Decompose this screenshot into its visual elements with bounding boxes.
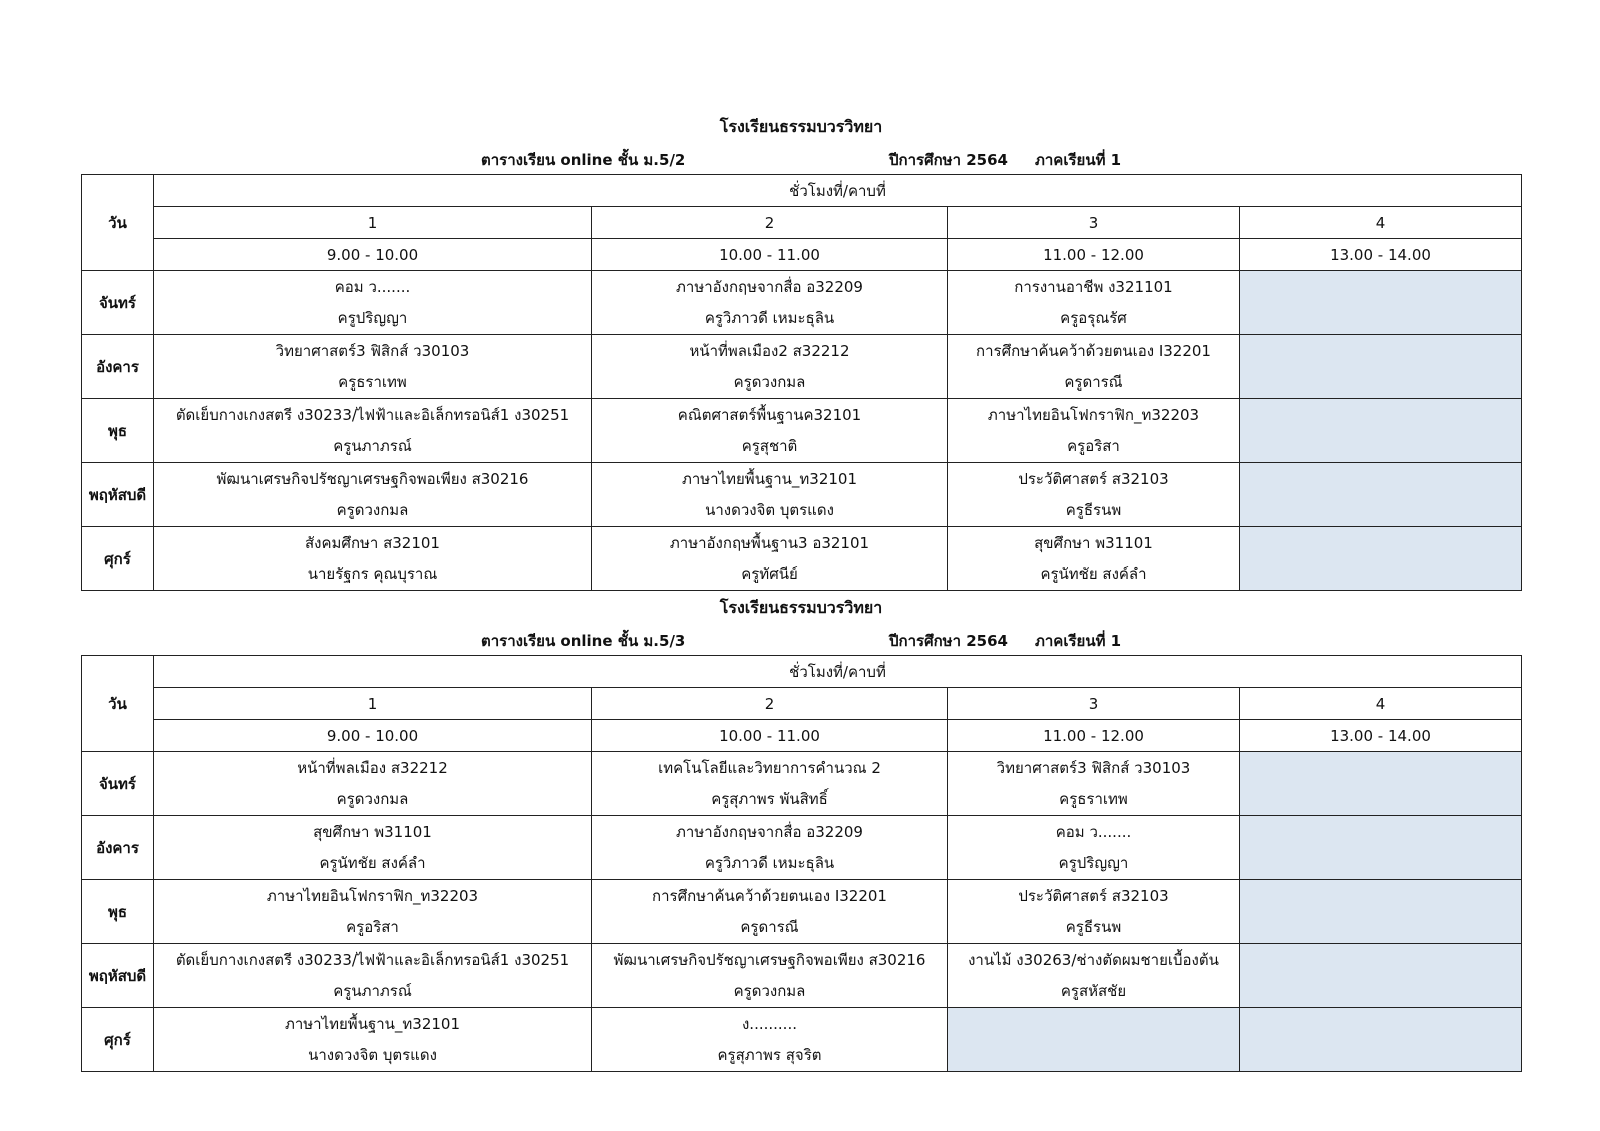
teacher-name: ครูสุชาติ xyxy=(741,436,798,455)
timetable-row xyxy=(82,816,1522,880)
class-cell xyxy=(154,271,592,335)
timetable-row xyxy=(82,335,1522,399)
teacher-name: ครูปริญญา xyxy=(1058,853,1129,872)
timetable-row xyxy=(82,271,1522,335)
class-title: ตารางเรียน online ชั้น ม.5/2 xyxy=(481,151,686,169)
class-cell xyxy=(948,527,1240,591)
class-cell xyxy=(592,399,948,463)
timetable-block xyxy=(81,593,1521,1072)
period-number: 4 xyxy=(1240,207,1522,239)
subject-name: ตัดเย็บกางเกงสตรี ง30233/ไฟฟ้าและอิเล็กทรอนิส์1 ง30251 xyxy=(175,950,570,969)
teacher-name: ครูสุภาพร พันสิทธิ์ xyxy=(711,789,828,808)
class-cell xyxy=(154,1008,592,1072)
timetable xyxy=(81,655,1522,1072)
subject-name: ภาษาไทยพื้นฐาน_ท32101 xyxy=(284,1014,461,1033)
day-label: อังคาร xyxy=(82,335,154,399)
empty-slot xyxy=(948,1008,1240,1072)
period-time: 13.00 - 14.00 xyxy=(1240,720,1522,752)
teacher-name: ครูธราเทพ xyxy=(338,372,407,391)
subject-name: หน้าที่พลเมือง ส32212 xyxy=(297,758,448,777)
subject-name: งานไม้ ง30263/ช่างตัดผมชายเบื้องต้น xyxy=(968,950,1219,969)
subject-name: ภาษาอังกฤษจากสื่อ อ32209 xyxy=(676,822,863,841)
class-cell xyxy=(154,944,592,1008)
subject-name: ภาษาไทยพื้นฐาน_ท32101 xyxy=(681,469,858,488)
period-time: 9.00 - 10.00 xyxy=(154,239,592,271)
teacher-name: ครูสุภาพร สุจริต xyxy=(717,1045,822,1064)
class-cell xyxy=(948,463,1240,527)
class-cell xyxy=(948,271,1240,335)
class-cell xyxy=(154,752,592,816)
subject-name: สุขศึกษา พ31101 xyxy=(1034,533,1153,552)
subject-name: วิทยาศาสตร์3 ฟิสิกส์ ว30103 xyxy=(996,758,1191,777)
school-name: โรงเรียนธรรมบวรวิทยา xyxy=(719,117,883,136)
subject-name: ภาษาอังกฤษพื้นฐาน3 อ32101 xyxy=(669,533,870,552)
class-cell xyxy=(592,527,948,591)
timetable-row xyxy=(82,463,1522,527)
empty-slot xyxy=(1240,816,1522,880)
class-cell xyxy=(948,399,1240,463)
semester: ภาคเรียนที่ 1 xyxy=(1035,151,1122,169)
timetable-row xyxy=(82,880,1522,944)
timetable-block xyxy=(81,112,1521,591)
day-header: วัน xyxy=(82,175,154,271)
class-title: ตารางเรียน online ชั้น ม.5/3 xyxy=(481,632,686,650)
period-number: 2 xyxy=(592,688,948,720)
subheading xyxy=(81,623,1521,655)
teacher-name: ครูนภาภรณ์ xyxy=(333,981,412,1000)
subheading xyxy=(81,142,1521,174)
day-label: พุธ xyxy=(82,399,154,463)
class-cell xyxy=(154,399,592,463)
empty-slot xyxy=(1240,463,1522,527)
period-time: 13.00 - 14.00 xyxy=(1240,239,1522,271)
day-label: จันทร์ xyxy=(82,752,154,816)
period-time: 11.00 - 12.00 xyxy=(948,720,1240,752)
day-label: พฤหัสบดี xyxy=(82,463,154,527)
class-cell xyxy=(948,880,1240,944)
period-number: 3 xyxy=(948,207,1240,239)
period-number: 1 xyxy=(154,207,592,239)
timetable-row xyxy=(82,752,1522,816)
subject-name: วิทยาศาสตร์3 ฟิสิกส์ ว30103 xyxy=(275,341,470,360)
class-cell xyxy=(154,335,592,399)
class-cell xyxy=(592,752,948,816)
teacher-name: ครูธราเทพ xyxy=(1059,789,1128,808)
empty-slot xyxy=(1240,1008,1522,1072)
period-number: 1 xyxy=(154,688,592,720)
timetable-row xyxy=(82,944,1522,1008)
subject-name: ประวัติศาสตร์ ส32103 xyxy=(1018,886,1169,905)
class-cell xyxy=(948,816,1240,880)
teacher-name: ครูทัศนีย์ xyxy=(741,564,798,583)
empty-slot xyxy=(1240,752,1522,816)
class-cell xyxy=(154,880,592,944)
period-number: 2 xyxy=(592,207,948,239)
teacher-name: ครูดวงกมล xyxy=(336,789,409,808)
empty-slot xyxy=(1240,880,1522,944)
class-cell xyxy=(948,752,1240,816)
class-cell xyxy=(948,335,1240,399)
day-label: พฤหัสบดี xyxy=(82,944,154,1008)
day-label: ศุกร์ xyxy=(82,1008,154,1072)
timetable-row xyxy=(82,527,1522,591)
teacher-name: ครูสหัสชัย xyxy=(1060,981,1127,1000)
subject-name: ประวัติศาสตร์ ส32103 xyxy=(1018,469,1169,488)
class-cell xyxy=(592,880,948,944)
class-cell xyxy=(592,335,948,399)
teacher-name: นางดวงจิต บุตรแดง xyxy=(705,500,834,519)
period-time: 11.00 - 12.00 xyxy=(948,239,1240,271)
subject-name: ภาษาไทยอินโฟกราฟิก_ท32203 xyxy=(266,886,479,905)
timetable-row xyxy=(82,1008,1522,1072)
academic-year: ปีการศึกษา 2564 xyxy=(889,151,1008,169)
teacher-name: นางดวงจิต บุตรแดง xyxy=(308,1045,437,1064)
subject-name: สังคมศึกษา ส32101 xyxy=(305,533,440,552)
teacher-name: ครูดวงกมล xyxy=(336,500,409,519)
subject-name: คอม ว....... xyxy=(334,277,411,296)
day-header: วัน xyxy=(82,656,154,752)
subject-name: หน้าที่พลเมือง2 ส32212 xyxy=(689,341,850,360)
teacher-name: ครูอริสา xyxy=(1067,436,1120,455)
subject-name: คณิตศาสตร์พื้นฐานค32101 xyxy=(677,405,862,424)
empty-slot xyxy=(1240,944,1522,1008)
period-number: 4 xyxy=(1240,688,1522,720)
teacher-name: ครูอริสา xyxy=(346,917,399,936)
subject-name: สุขศึกษา พ31101 xyxy=(313,822,432,841)
empty-slot xyxy=(1240,271,1522,335)
teacher-name: ครูธีรนพ xyxy=(1065,917,1122,936)
teacher-name: ครูปริญญา xyxy=(337,308,408,327)
class-cell xyxy=(154,816,592,880)
teacher-name: ครูธีรนพ xyxy=(1065,500,1122,519)
period-time: 10.00 - 11.00 xyxy=(592,720,948,752)
academic-year: ปีการศึกษา 2564 xyxy=(889,632,1008,650)
class-cell xyxy=(592,1008,948,1072)
subject-name: พัฒนาเศรษกิจปรัชญาเศรษฐกิจพอเพียง ส30216 xyxy=(613,950,926,969)
teacher-name: ครูดารณี xyxy=(740,917,799,936)
timetable-body xyxy=(82,271,1522,591)
period-header: ชั่วโมงที่/คาบที่ xyxy=(154,175,1522,207)
class-cell xyxy=(154,463,592,527)
day-label: อังคาร xyxy=(82,816,154,880)
teacher-name: ครูนัทชัย สงค์ลำ xyxy=(319,853,426,872)
subject-name: ตัดเย็บกางเกงสตรี ง30233/ไฟฟ้าและอิเล็กทรอนิส์1 ง30251 xyxy=(175,405,570,424)
subject-name: การศึกษาค้นคว้าด้วยตนเอง I32201 xyxy=(652,886,887,905)
teacher-name: ครูวิภาวดี เหมะธุลิน xyxy=(704,308,835,327)
empty-slot xyxy=(1240,527,1522,591)
period-number: 3 xyxy=(948,688,1240,720)
teacher-name: ครูนัทชัย สงค์ลำ xyxy=(1040,564,1147,583)
empty-slot xyxy=(1240,335,1522,399)
class-cell xyxy=(592,463,948,527)
subject-name: คอม ว....... xyxy=(1055,822,1132,841)
period-time: 10.00 - 11.00 xyxy=(592,239,948,271)
semester: ภาคเรียนที่ 1 xyxy=(1035,632,1122,650)
subject-name: การศึกษาค้นคว้าด้วยตนเอง I32201 xyxy=(976,341,1211,360)
day-label: ศุกร์ xyxy=(82,527,154,591)
day-label: พุธ xyxy=(82,880,154,944)
teacher-name: ครูดวงกมล xyxy=(733,372,806,391)
teacher-name: ครูนภาภรณ์ xyxy=(333,436,412,455)
teacher-name: ครูวิภาวดี เหมะธุลิน xyxy=(704,853,835,872)
teacher-name: ครูดวงกมล xyxy=(733,981,806,1000)
empty-slot xyxy=(1240,399,1522,463)
class-cell xyxy=(592,944,948,1008)
subject-name: ง.......... xyxy=(741,1014,797,1033)
class-cell xyxy=(948,944,1240,1008)
teacher-name: นายรัฐกร คุณบุราณ xyxy=(307,564,438,583)
class-cell xyxy=(592,271,948,335)
teacher-name: ครูอรุณรัศ xyxy=(1060,308,1127,327)
timetable xyxy=(81,174,1522,591)
timetable-body xyxy=(82,752,1522,1072)
teacher-name: ครูดารณี xyxy=(1064,372,1123,391)
class-cell xyxy=(592,816,948,880)
subject-name: พัฒนาเศรษกิจปรัชญาเศรษฐกิจพอเพียง ส30216 xyxy=(216,469,529,488)
subject-name: การงานอาชีพ ง321101 xyxy=(1014,277,1173,296)
day-label: จันทร์ xyxy=(82,271,154,335)
subject-name: ภาษาอังกฤษจากสื่อ อ32209 xyxy=(676,277,863,296)
school-name: โรงเรียนธรรมบวรวิทยา xyxy=(719,598,883,617)
class-cell xyxy=(154,527,592,591)
subject-name: เทคโนโลยีและวิทยาการคำนวณ 2 xyxy=(658,758,881,777)
period-time: 9.00 - 10.00 xyxy=(154,720,592,752)
timetable-row xyxy=(82,399,1522,463)
period-header: ชั่วโมงที่/คาบที่ xyxy=(154,656,1522,688)
subject-name: ภาษาไทยอินโฟกราฟิก_ท32203 xyxy=(987,405,1200,424)
